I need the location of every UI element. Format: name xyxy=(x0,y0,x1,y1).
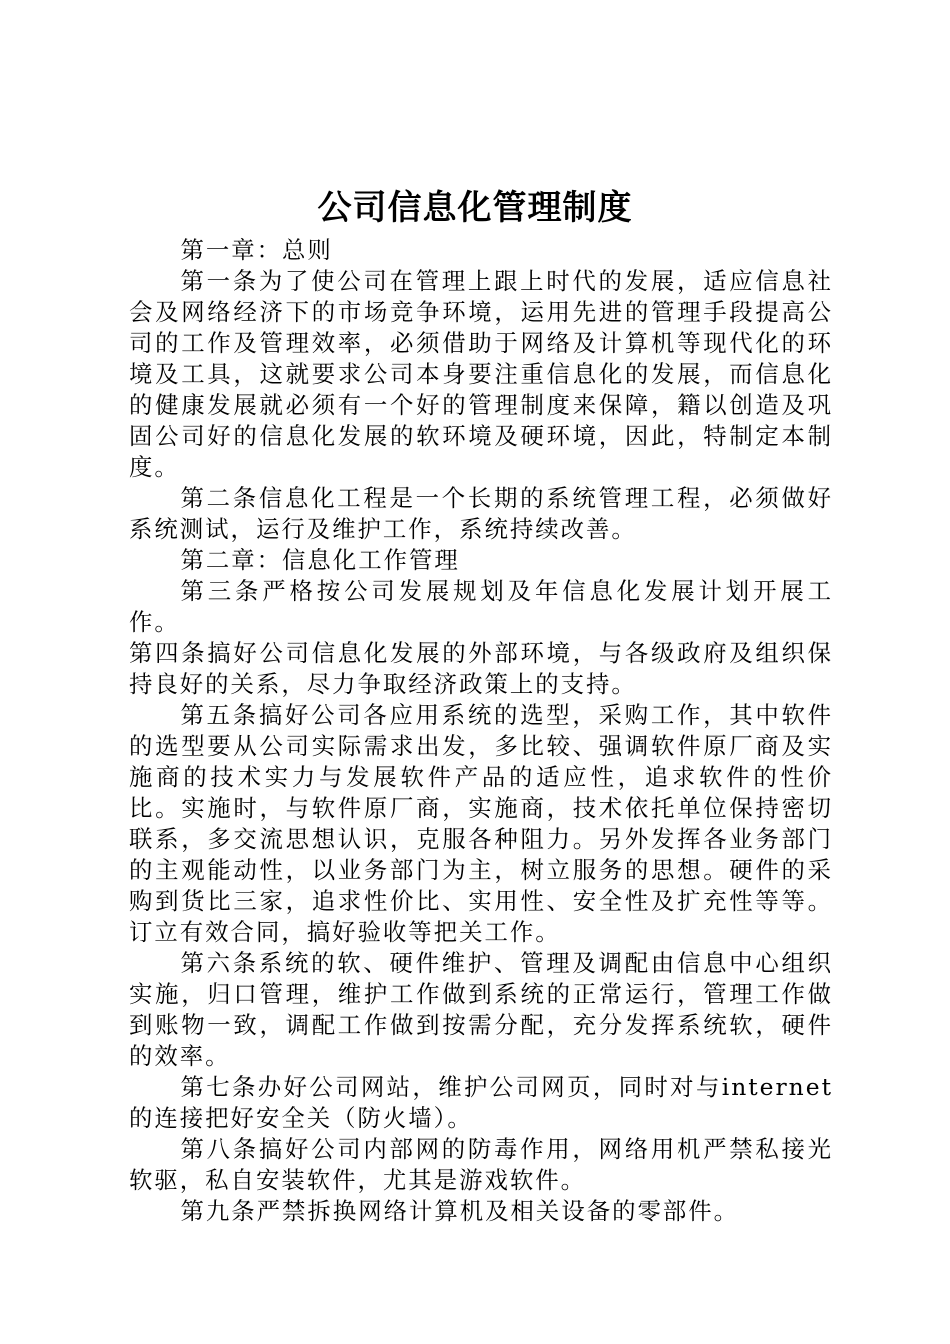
chapter-heading-2: 第二章：信息化工作管理 xyxy=(180,546,460,574)
article-1: 第一条为了使公司在管理上跟上时代的发展，适应信息社会及网络经济下的市场竞争环境，运用先进的管理手段提高公司的工作及管理效率，必须借助于网络及计算机等现代化的环境及工具，这就要求公司本身要注重信息化的发展，而信息化的健康发展就必须有一个好的管理制度来保障，籍以创造及巩固公司好的信息化发展的软环境及硬环境，因此，特制定本制度。 xyxy=(129,267,833,481)
chapter-heading-1: 第一章：总则 xyxy=(180,236,333,264)
article-6: 第六条系统的软、硬件维护、管理及调配由信息中心组织实施，归口管理，维护工作做到系统的正常运行，管理工作做到账物一致，调配工作做到按需分配，充分发挥系统软，硬件的效率。 xyxy=(129,949,833,1070)
article-3: 第三条严格按公司发展规划及年信息化发展计划开展工作。 xyxy=(129,577,833,636)
article-8: 第八条搞好公司内部网的防毒作用，网络用机严禁私接光软驱，私自安装软件，尤其是游戏软件。 xyxy=(129,1135,833,1194)
article-4: 第四条搞好公司信息化发展的外部环境，与各级政府及组织保持良好的关系，尽力争取经济政策上的支持。 xyxy=(129,639,833,698)
article-7: 第七条办好公司网站，维护公司网页，同时对与internet的连接把好安全关（防火墙）。 xyxy=(129,1073,833,1132)
article-5: 第五条搞好公司各应用系统的选型，采购工作，其中软件的选型要从公司实际需求出发，多比较、强调软件原厂商及实施商的技术实力与发展软件产品的适应性，追求软件的性价比。实施时，与软件原厂商，实施商，技术依托单位保持密切联系，多交流思想认识，克服各种阻力。另外发挥各业务部门的主观能动性，以业务部门为主，树立服务的思想。硬件的采购到货比三家，追求性价比、实用性、安全性及扩充性等等。订立有效合同，搞好验收等把关工作。 xyxy=(129,701,833,946)
article-9: 第九条严禁拆换网络计算机及相关设备的零部件。 xyxy=(180,1197,740,1225)
document-title: 公司信息化管理制度 xyxy=(317,188,633,228)
article-2: 第二条信息化工程是一个长期的系统管理工程，必须做好系统测试，运行及维护工作，系统持续改善。 xyxy=(129,484,833,543)
document-body xyxy=(129,235,833,1227)
